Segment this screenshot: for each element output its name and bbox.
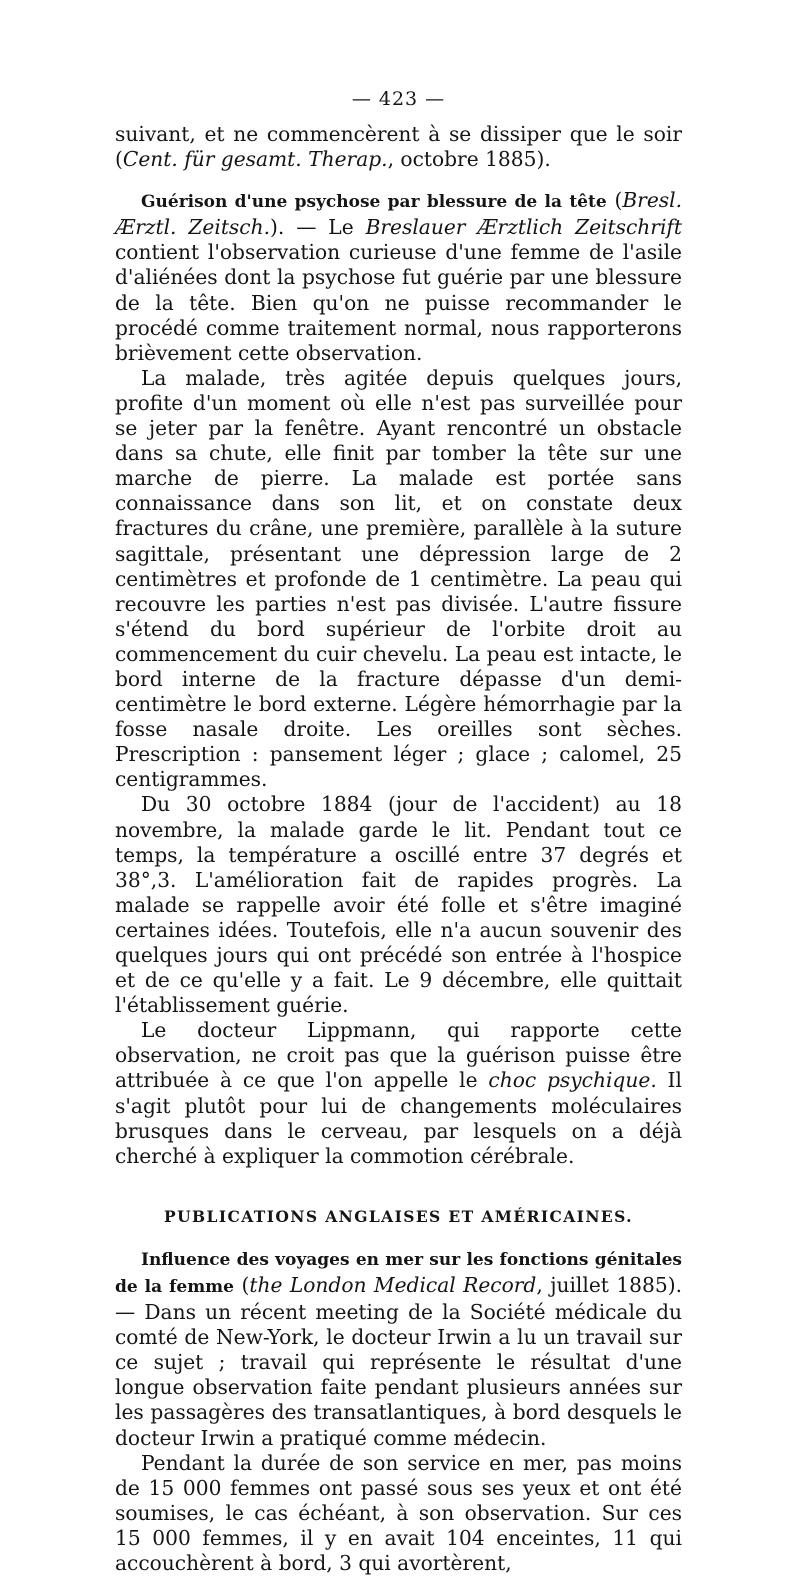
text-run: , juillet 1885). — Dans un récent meeting de la Société médicale du comté de New-York, le docteur Irwin a lu un travail sur ce sujet ; travail qui représente le résultat d'une longue observation faite pendant plusieurs années sur les passagères des transatlantiques, à bord desquels le docteur Irwin a pratiqué comme médecin. <box>115 1272 683 1450</box>
journal-citation: the London Medical Record <box>249 1272 537 1297</box>
paragraph-continuation <box>115 122 682 172</box>
text-run: suivant, et ne commencèrent à se dissiper que le soir ( <box>115 122 682 172</box>
journal-citation: Bresl. Ærztl. Zeitsch. <box>115 188 682 240</box>
paragraph-case-progress: Du 30 octobre 1884 (jour de l'accident) au 18 novembre, la malade garde le lit. Pendant tout ce temps, la température a oscillé entre 37 degrés et 38°,3. L'amélioration fait de rapides progrès. La malade se rappelle avoir été folle et s'être imaginé certaines idées. Toutefois, elle n'a aucun souvenir des quelques jours qui ont précédé son entrée à l'hospice et de ce qu'elle y a fait. Le 9 décembre, elle quittait l'établissement guérie. <box>115 792 682 1018</box>
text-run: contient l'observation curieuse d'une femme de l'asile d'aliénées dont la psychose fut guérie par une blessure de la tête. Bien qu'on ne puisse recommander le procédé comme traitement normal, nous rapporterons brièvement cette observation. <box>115 240 682 365</box>
page-number: — 423 — <box>351 88 446 110</box>
article-psychose <box>115 188 682 366</box>
text-run: ). — Le <box>270 215 366 240</box>
article-title: Influence des voyages en mer sur les fonctions génitales de la femme <box>115 1249 682 1297</box>
section-heading: PUBLICATIONS ANGLAISES ET AMÉRICAINES. <box>164 1206 633 1226</box>
paragraph-statistics: Pendant la durée de son service en mer, pas moins de 15 000 femmes ont passé sous ses yeux et ont été soumises, le cas échéant, à son observation. Sur ces 15 000 femmes, il y en avait 104 enceintes, 11 qui accouchèrent à bord, 3 qui avortèrent, <box>115 1450 682 1575</box>
italic-term: choc psychique <box>488 1068 651 1093</box>
text-run: Le docteur Lippmann, qui rapporte cette observation, ne croit pas que la guérison puisse être attribuée à ce que l'on appelle le <box>115 1018 682 1093</box>
text-run: . Il s'agit plutôt pour lui de changements moléculaires brusques dans le cerveau, par lesquels on a déjà cherché à expliquer la commotion cérébrale. <box>115 1068 682 1168</box>
paragraph-lippmann <box>115 1018 682 1169</box>
journal-citation: Cent. für gesamt. Therap. <box>122 147 388 172</box>
text-run: ( <box>606 188 623 213</box>
journal-name: Breslauer Ærztlich Zeitschrift <box>365 215 682 240</box>
text-run: ( <box>234 1272 250 1297</box>
article-title: Guérison d'une psychose par blessure de la tête <box>141 192 607 213</box>
text-run: , octobre 1885). <box>387 147 551 172</box>
paragraph-case-description: La malade, très agitée depuis quelques jours, profite d'un moment où elle n'est pas surveillée pour se jeter par la fenêtre. Ayant rencontré un obstacle dans sa chute, elle finit par tomber la tête sur une marche de pierre. La malade est portée sans connaissance dans son lit, et on constate deux fractures du crâne, une première, parallèle à la suture sagittale, présentant une dépression large de 2 centimètres et profonde de 1 centimètre. La peau qui recouvre les parties n'est pas divisée. L'autre fissure s'étend du bord supérieur de l'orbite droit au commencement du cuir chevelu. La peau est intacte, le bord interne de la fracture dépasse d'un demi-centimètre le bord externe. Légère hémorrhagie par la fosse nasale droite. Les oreilles sont sèches. Prescription : pansement léger ; glace ; calomel, 25 centigrammes. <box>115 365 682 792</box>
article-voyages-en-mer <box>115 1246 682 1451</box>
